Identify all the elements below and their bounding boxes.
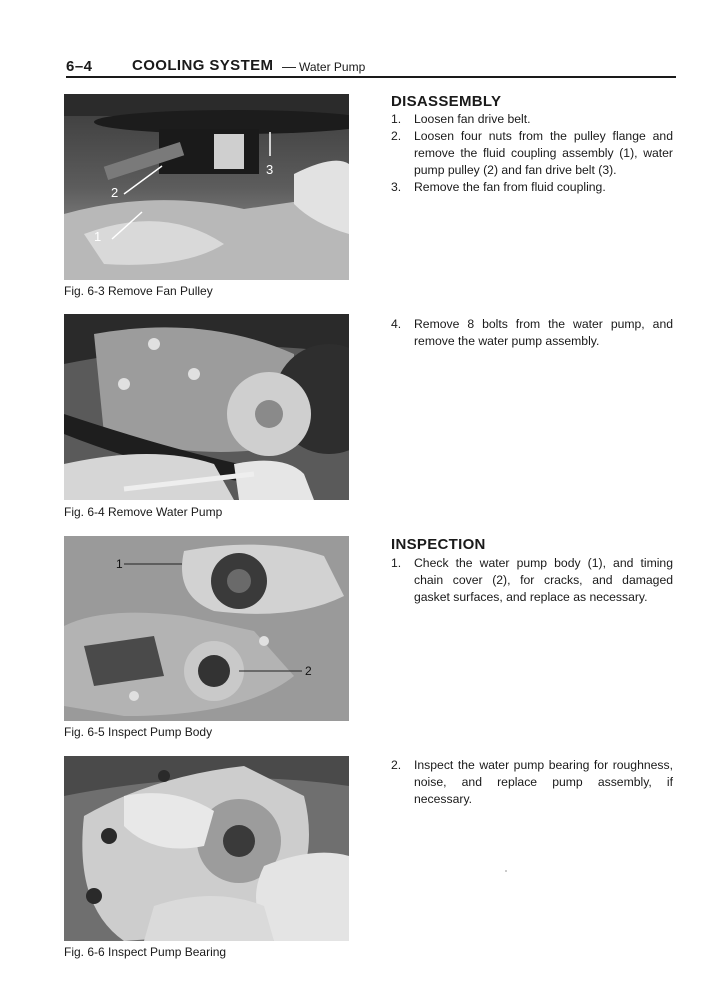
step-number: 4. [391, 317, 402, 331]
inspection-step [391, 555, 673, 606]
disassembly-heading: DISASSEMBLY [391, 93, 502, 110]
step-text: Remove 8 bolts from the water pump, and remove the water pump assembly. [414, 317, 673, 348]
disassembly-step [391, 316, 673, 350]
step-number: 1. [391, 556, 402, 570]
figure-caption: Fig. 6-6 Inspect Pump Bearing [64, 945, 227, 959]
step-number: 2. [391, 758, 402, 772]
step-text: Inspect the water pump bearing for roughness, noise, and replace pump assembly, if necessary. [414, 758, 673, 806]
header-rule [66, 76, 676, 78]
figure-caption: Fig. 6-3 Remove Fan Pulley [64, 284, 213, 298]
step-text: Loosen fan drive belt. [414, 112, 531, 126]
step-number: 3. [391, 180, 402, 194]
scan-speck [505, 870, 507, 872]
figure-caption: Fig. 6-4 Remove Water Pump [64, 505, 223, 519]
callout-1: 1 [116, 557, 123, 571]
step-text: Remove the fan from fluid coupling. [414, 180, 606, 194]
callout-1: 1 [94, 229, 102, 244]
step-text: Loosen four nuts from the pulley flange and remove the fluid coupling assembly (1), water pump pulley (2) and fan drive belt (3). [414, 129, 673, 177]
inspection-step [391, 757, 673, 808]
figure-caption: Fig. 6-5 Inspect Pump Body [64, 725, 213, 739]
callout-2: 2 [111, 185, 119, 200]
disassembly-step [391, 111, 673, 128]
water-pump-removal-photo [64, 314, 349, 500]
disassembly-step [391, 179, 673, 196]
fan-pulley-photo [64, 94, 349, 280]
step-text: Check the water pump body (1), and timing chain cover (2), for cracks, and damaged gasket surfaces, and replace as necessary. [414, 556, 673, 604]
section-title: COOLING SYSTEM [132, 57, 274, 74]
step-number: 2. [391, 129, 402, 143]
pump-body-photo [64, 536, 349, 721]
disassembly-step [391, 128, 673, 179]
subsection-title: Water Pump [299, 60, 366, 74]
callout-2: 2 [305, 664, 312, 678]
page-number: 6–4 [66, 58, 93, 75]
callout-3: 3 [266, 162, 274, 177]
step-number: 1. [391, 112, 402, 126]
pump-bearing-photo [64, 756, 349, 941]
header-separator: — [282, 58, 296, 74]
inspection-heading: INSPECTION [391, 536, 486, 553]
